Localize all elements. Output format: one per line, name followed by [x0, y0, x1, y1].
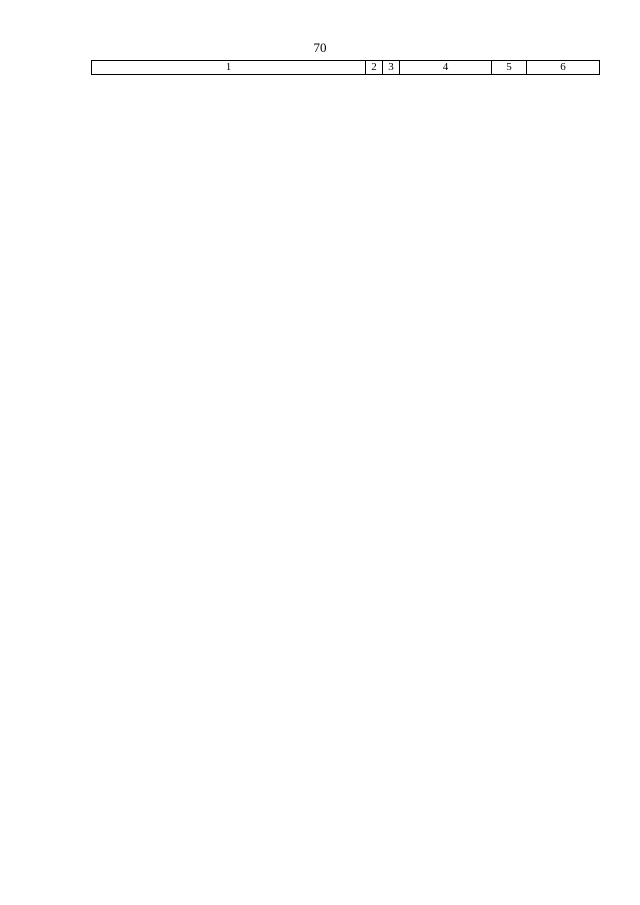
table-header [91, 60, 600, 75]
header-col-5: 5 [492, 61, 527, 74]
table-body [91, 80, 600, 840]
header-col-4: 4 [400, 61, 492, 74]
header-col-2: 2 [366, 61, 383, 74]
header-col-1: 1 [92, 61, 366, 74]
header-col-3: 3 [383, 61, 400, 74]
page-number: 70 [313, 40, 327, 55]
header-col-6: 6 [560, 61, 566, 73]
